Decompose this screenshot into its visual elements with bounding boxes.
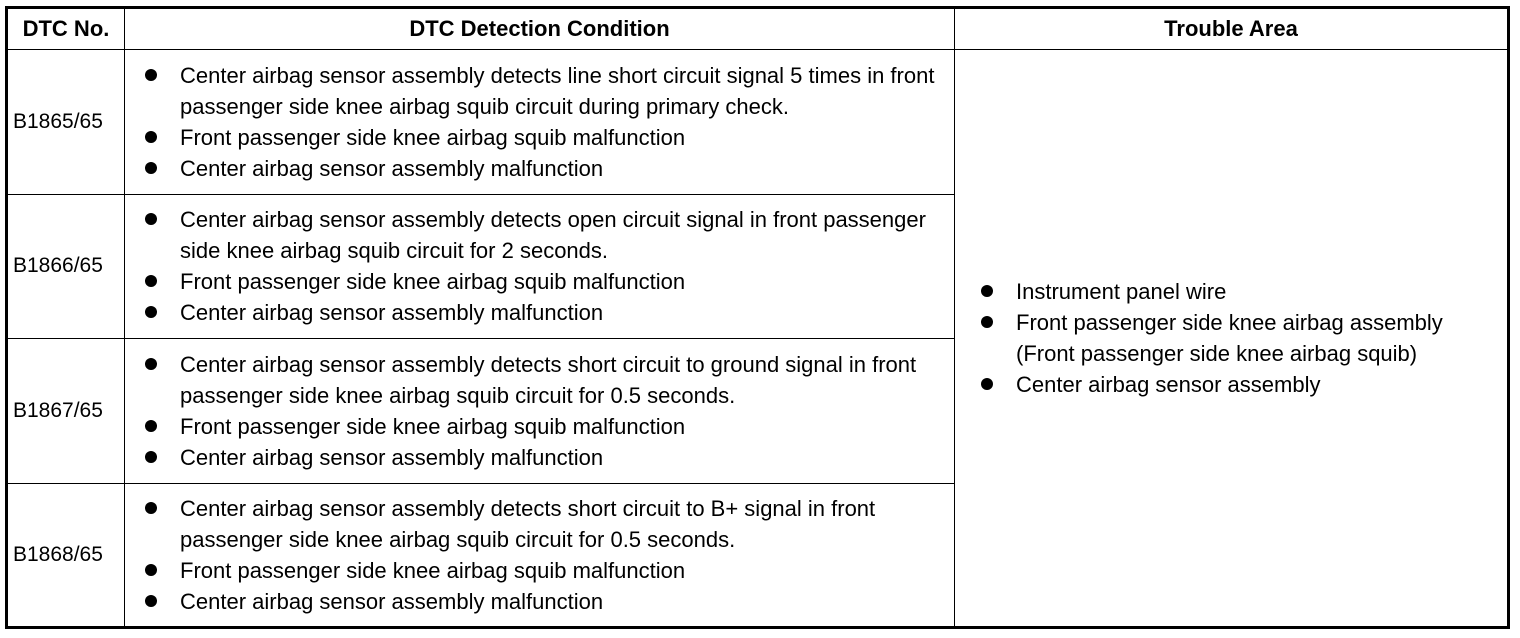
condition-text: Center airbag sensor assembly detects short circuit to ground signal in front passenger side knee airbag squib circuit for 0.5 seconds. xyxy=(180,351,917,408)
condition-text: Front passenger side knee airbag squib malfunction xyxy=(180,413,686,439)
condition-item xyxy=(143,349,948,411)
bullet-icon xyxy=(145,131,157,143)
detection-condition-cell xyxy=(125,483,955,628)
condition-item xyxy=(143,204,948,266)
bullet-icon xyxy=(145,306,157,318)
condition-item xyxy=(143,266,948,297)
trouble-area-text: Instrument panel wire xyxy=(1016,279,1227,304)
dtc-code: B1867/65 xyxy=(7,339,125,484)
dtc-code: B1866/65 xyxy=(7,194,125,339)
condition-text: Center airbag sensor assembly detects short circuit to B+ signal in front passenger side knee airbag squib circuit for 0.5 seconds. xyxy=(180,495,876,552)
bullet-icon xyxy=(145,502,157,514)
trouble-area-item xyxy=(979,307,1501,369)
bullet-icon xyxy=(145,213,157,225)
detection-condition-cell xyxy=(125,50,955,195)
condition-text: Front passenger side knee airbag squib malfunction xyxy=(180,269,686,295)
bullet-icon xyxy=(145,275,157,287)
dtc-code: B1868/65 xyxy=(7,483,125,628)
detection-condition-cell xyxy=(125,194,955,339)
bullet-icon xyxy=(145,162,157,174)
bullet-icon xyxy=(145,69,157,81)
trouble-area-text: Front passenger side knee airbag assembly (Front passenger side knee airbag squib) xyxy=(1016,310,1443,366)
condition-item xyxy=(143,60,948,122)
bullet-icon xyxy=(145,451,157,463)
condition-text: Front passenger side knee airbag squib malfunction xyxy=(180,557,686,583)
table-row xyxy=(7,50,1509,195)
condition-text: Center airbag sensor assembly malfunction xyxy=(180,155,604,181)
bullet-icon xyxy=(145,595,157,607)
condition-item xyxy=(143,555,948,586)
condition-text: Center airbag sensor assembly detects line short circuit signal 5 times in front passenger side knee airbag squib circuit during primary check. xyxy=(180,62,935,119)
header-row xyxy=(7,8,1509,50)
condition-text: Center airbag sensor assembly malfunction xyxy=(180,300,604,326)
condition-text: Center airbag sensor assembly malfunction xyxy=(180,588,604,614)
header-dtc-no: DTC No. xyxy=(7,8,125,50)
trouble-area-item xyxy=(979,276,1501,307)
condition-item xyxy=(143,586,948,617)
trouble-area-cell xyxy=(955,50,1509,628)
condition-item xyxy=(143,122,948,153)
header-detection-condition: DTC Detection Condition xyxy=(125,8,955,50)
condition-text: Front passenger side knee airbag squib malfunction xyxy=(180,124,686,150)
bullet-icon xyxy=(145,420,157,432)
bullet-icon xyxy=(981,316,993,328)
detection-condition-cell xyxy=(125,339,955,484)
bullet-icon xyxy=(145,358,157,370)
dtc-table xyxy=(5,6,1510,629)
trouble-area-text: Center airbag sensor assembly xyxy=(1016,372,1321,397)
condition-item xyxy=(143,297,948,328)
condition-text: Center airbag sensor assembly detects open circuit signal in front passenger side knee airbag squib circuit for 2 seconds. xyxy=(180,207,926,264)
bullet-icon xyxy=(981,378,993,390)
condition-item xyxy=(143,153,948,184)
condition-item xyxy=(143,442,948,473)
condition-text: Center airbag sensor assembly malfunction xyxy=(180,444,604,470)
trouble-area-item xyxy=(979,369,1501,400)
bullet-icon xyxy=(981,285,993,297)
bullet-icon xyxy=(145,564,157,576)
dtc-code: B1865/65 xyxy=(7,50,125,195)
header-trouble-area: Trouble Area xyxy=(955,8,1509,50)
condition-item xyxy=(143,493,948,555)
condition-item xyxy=(143,411,948,442)
